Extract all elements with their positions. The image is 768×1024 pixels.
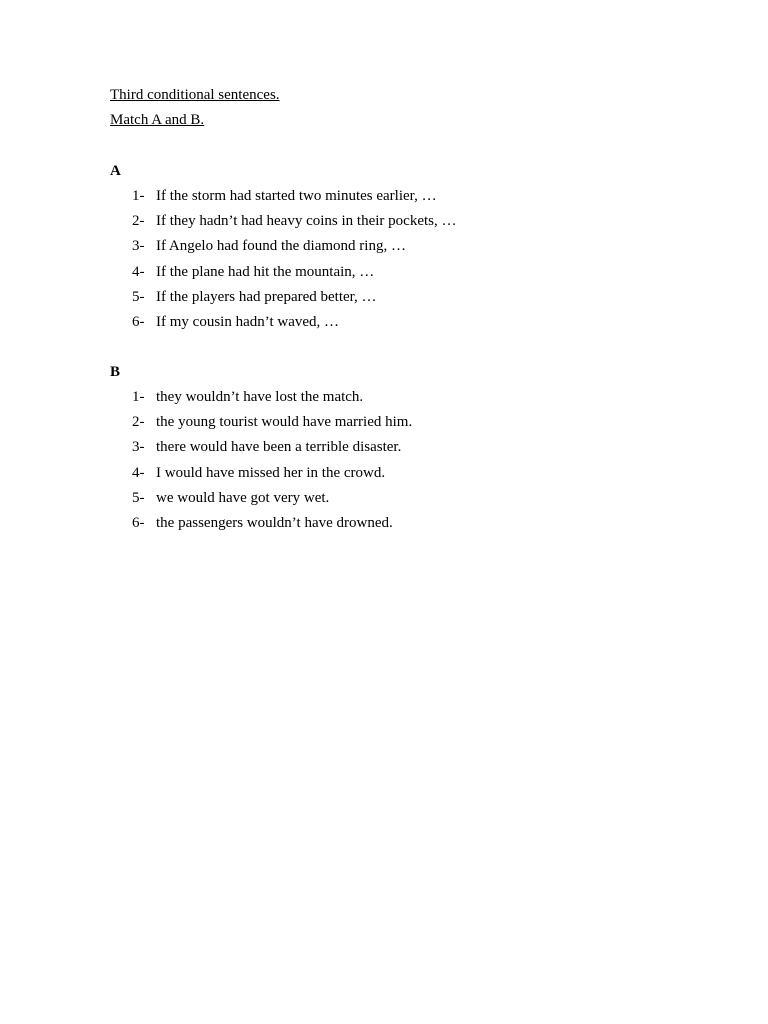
item-number: 6- bbox=[132, 514, 145, 531]
item-text: If the players had prepared better, … bbox=[156, 288, 377, 305]
list-item bbox=[132, 388, 412, 413]
list-item bbox=[132, 413, 412, 438]
item-number: 3- bbox=[132, 238, 145, 255]
list-item bbox=[132, 187, 456, 212]
list-item bbox=[132, 263, 456, 288]
list-item bbox=[132, 438, 412, 463]
list-item bbox=[132, 514, 412, 539]
item-text: they wouldn’t have lost the match. bbox=[156, 389, 364, 405]
item-text: If Angelo had found the diamond ring, … bbox=[156, 238, 406, 255]
list-item bbox=[132, 313, 456, 338]
section-a-list bbox=[132, 187, 456, 338]
item-text: If they hadn’t had heavy coins in their pockets, … bbox=[156, 213, 457, 230]
worksheet-title: Third conditional sentences. bbox=[110, 87, 280, 103]
item-number: 4- bbox=[132, 464, 145, 481]
item-text: If my cousin hadn’t waved, … bbox=[156, 313, 340, 330]
item-number: 1- bbox=[132, 188, 145, 204]
item-number: 3- bbox=[132, 439, 145, 456]
item-text: we would have got very wet. bbox=[156, 489, 330, 506]
list-item bbox=[132, 212, 456, 237]
item-text: If the plane had hit the mountain, … bbox=[156, 263, 375, 280]
instruction: Match A and B. bbox=[110, 112, 205, 128]
item-number: 5- bbox=[132, 489, 145, 506]
item-text: the passengers wouldn’t have drowned. bbox=[156, 514, 393, 531]
item-number: 4- bbox=[132, 263, 145, 280]
list-item bbox=[132, 288, 456, 313]
list-item bbox=[132, 237, 456, 262]
item-number: 5- bbox=[132, 288, 145, 305]
section-b-heading: B bbox=[110, 364, 121, 380]
item-text: I would have missed her in the crowd. bbox=[156, 464, 386, 481]
item-number: 6- bbox=[132, 313, 145, 330]
item-text: there would have been a terrible disaster. bbox=[156, 439, 402, 456]
section-a-heading: A bbox=[110, 163, 121, 179]
item-text: If the storm had started two minutes earlier, … bbox=[156, 188, 437, 204]
item-number: 2- bbox=[132, 213, 145, 230]
section-b-list bbox=[132, 388, 412, 539]
item-number: 1- bbox=[132, 389, 145, 405]
list-item bbox=[132, 489, 412, 514]
item-number: 2- bbox=[132, 414, 145, 431]
item-text: the young tourist would have married him. bbox=[156, 414, 413, 431]
list-item bbox=[132, 464, 412, 489]
